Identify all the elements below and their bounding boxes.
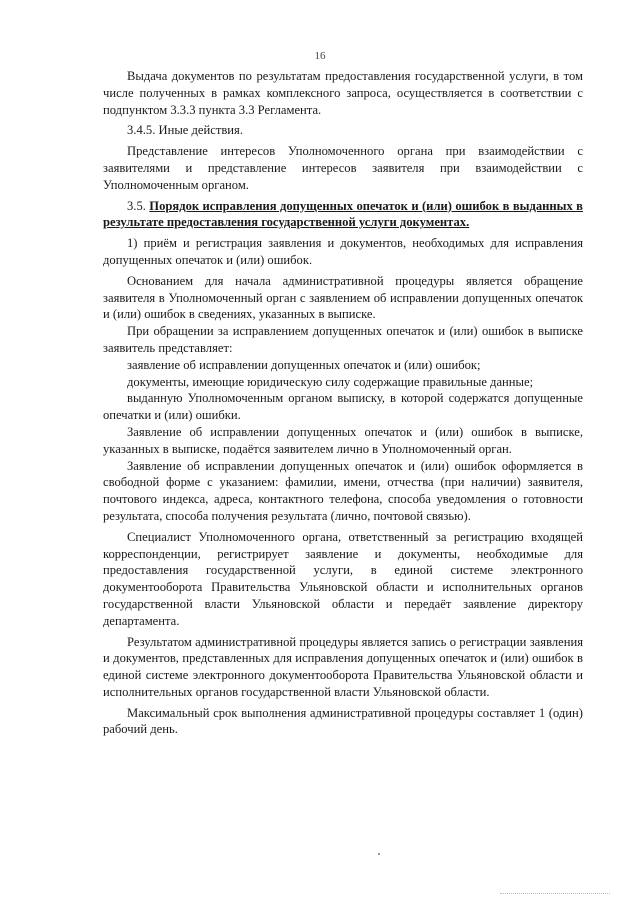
paragraph-registration: Специалист Уполномоченного органа, ответственный за регистрацию входящей корреспонденции, регистрирует заявление и документы, необходимые для предоставления государственной услуги, в единой системе электронного документооборота Правительства Ульяновской области и исполнительных органов государственной власти Ульяновской области и передаёт заявление директору департамента. <box>103 529 583 628</box>
paragraph-applicant-submits: При обращении за исправлением допущенных опечаток и (или) ошибок в выписке заявитель представляет: <box>103 324 583 355</box>
paragraph-grounds: Основанием для начала административной процедуры является обращение заявителя в Уполномоченный орган с заявлением об исправлении допущенных опечаток и (или) ошибок в сведениях, указанных в выписке. <box>103 273 583 322</box>
document-body <box>103 68 583 738</box>
paragraph-form: Заявление об исправлении допущенных опечаток и (или) ошибок оформляется в свободной форме с указанием: фамилии, имени, отчества (при наличии) заявителя, почтового индекса, адреса, контактного телефона, способа уведомления о готовности результата, способа получения результата (лично, почтовой связью). <box>103 458 583 523</box>
paragraph-issuance: Выдача документов по результатам предоставления государственной услуги, в том числе полученных в рамках комплексного запроса, осуществляется в соответствии с подпунктом 3.3.3 пункта 3.3 Регламента. <box>103 69 583 117</box>
section-3-5-number: 3.5. <box>127 198 150 213</box>
section-3-5-heading <box>103 198 583 232</box>
paragraph-section-3-4-5: 3.4.5. Иные действия. <box>127 123 243 138</box>
list-item-documents: документы, имеющие юридическую силу содержащие правильные данные; <box>127 374 534 389</box>
paragraph-submission: Заявление об исправлении допущенных опечаток и (или) ошибок в выписке, указанных в выписке, подаётся заявителем лично в Уполномоченный орган. <box>103 424 583 456</box>
scan-speck <box>378 853 380 855</box>
paragraph-representation: Представление интересов Уполномоченного органа при взаимодействии с заявителями и представление интересов заявителя при взаимодействии с Уполномоченным органом. <box>103 144 583 192</box>
list-item-application: заявление об исправлении допущенных опечаток и (или) ошибок; <box>127 357 481 372</box>
footer-dotted-line <box>500 893 610 894</box>
paragraph-result: Результатом административной процедуры является запись о регистрации заявления и документов, представленных для исправления допущенных опечаток и (или) ошибок в единой системе электронного документооборота Правительства Ульяновской области и исполнительных органов государственной власти Ульяновской области. <box>103 634 583 699</box>
section-3-5-title: Порядок исправления допущенных опечаток и (или) ошибок в выданных в результате предоставления государственной услуги документах. <box>103 198 583 230</box>
paragraph-step-1: 1) приём и регистрация заявления и документов, необходимых для исправления допущенных опечаток и (или) ошибок. <box>103 236 583 267</box>
page-number: 16 <box>314 50 326 62</box>
list-item-extract: выданную Уполномоченным органом выписку, в которой содержатся допущенные опечатки и (или) ошибки. <box>103 391 583 423</box>
paragraph-max-term: Максимальный срок выполнения административной процедуры составляет 1 (один) рабочий день. <box>103 705 583 737</box>
